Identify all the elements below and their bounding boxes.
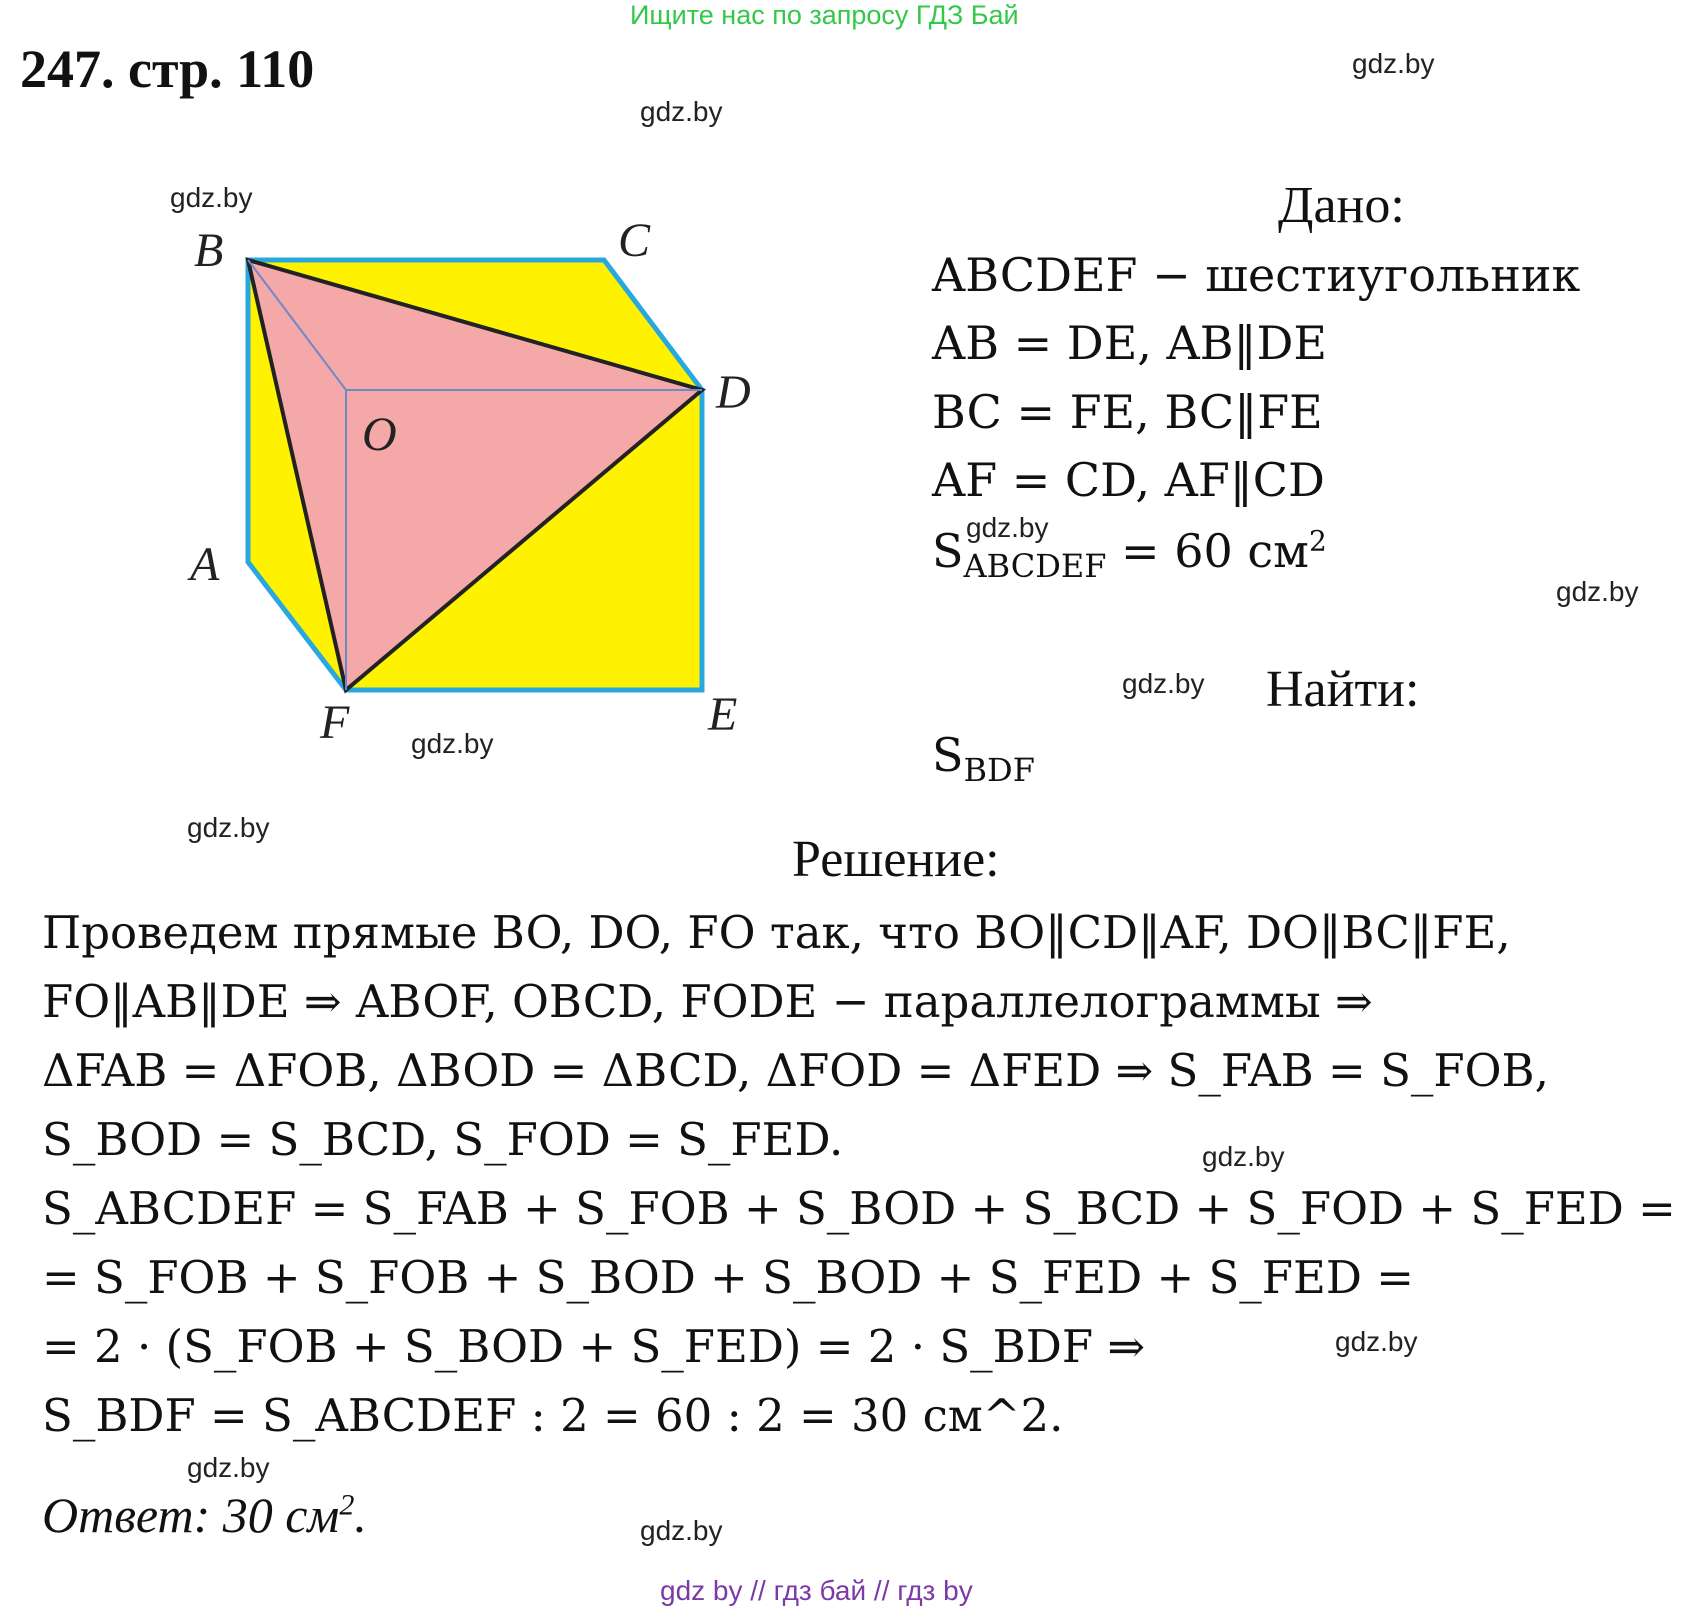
area-value: = 60 см: [1106, 524, 1309, 578]
area-symbol: S: [932, 524, 964, 578]
watermark: gdz.by: [640, 1515, 723, 1546]
solution-heading: Решение:: [792, 831, 1000, 888]
watermark: gdz.by: [1202, 1141, 1285, 1172]
solution-line: = 2 · (S_FOB + S_BOD + S_FED) = 2 · S_BDF ⇒: [42, 1320, 1146, 1373]
top-banner: Ищите нас по запросу ГДЗ Бай: [630, 0, 1019, 30]
watermark: gdz.by: [411, 728, 494, 759]
given-line: ABCDEF − шестиугольник: [932, 248, 1581, 302]
watermark: gdz.by: [966, 512, 1049, 543]
watermark: gdz.by: [1556, 576, 1639, 607]
solution-line: = S_FOB + S_FOB + S_BOD + S_BOD + S_FED + S_FED =: [42, 1251, 1414, 1304]
given-heading: Дано:: [1278, 177, 1405, 234]
find-heading: Найти:: [1266, 661, 1420, 718]
problem-title: 247. стр. 110: [20, 39, 315, 99]
watermark: gdz.by: [1352, 48, 1435, 79]
vertex-c: C: [618, 214, 651, 267]
given-line: AB = DE, AB‖DE: [932, 316, 1327, 370]
vertex-f: F: [320, 696, 350, 749]
find-target: [932, 728, 1035, 789]
answer-text: Ответ: 30 см: [42, 1487, 340, 1543]
watermark: gdz.by: [187, 812, 270, 843]
solution-line: Проведем прямые BO, DO, FO так, что BO‖CD‖AF, DO‖BC‖FE,: [42, 906, 1511, 959]
solution-line: FO‖AB‖DE ⇒ ABOF, OBCD, FODE − параллелограммы ⇒: [42, 975, 1373, 1028]
vertex-a: A: [190, 538, 220, 591]
watermark: gdz.by: [187, 1452, 270, 1483]
area-subscript: ABCDEF: [963, 547, 1107, 586]
watermark: gdz.by: [1335, 1326, 1418, 1357]
given-line: AF = CD, AF‖CD: [932, 453, 1325, 507]
solution-line: ΔFAB = ΔFOB, ΔBOD = ΔBCD, ΔFOD = ΔFED ⇒ S_FAB = S_FOB,: [42, 1044, 1549, 1097]
answer: [42, 1486, 367, 1544]
given-line: BC = FE, BC‖FE: [932, 385, 1323, 439]
hexagon-figure: [170, 200, 790, 780]
solution-line: S_BOD = S_BCD, S_FOD = S_FED.: [42, 1113, 844, 1166]
watermark: gdz.by: [640, 96, 723, 127]
vertex-o: O: [362, 408, 397, 461]
find-symbol: S: [932, 728, 964, 782]
find-subscript: BDF: [963, 751, 1035, 790]
vertex-b: B: [194, 224, 224, 277]
watermark: gdz.by: [170, 182, 253, 213]
solution-line: S_BDF = S_ABCDEF : 2 = 60 : 2 = 30 см^2.: [42, 1389, 1064, 1442]
footer-links: gdz by // гдз бай // гдз by: [660, 1575, 973, 1606]
answer-end: .: [354, 1487, 367, 1543]
area-exponent: 2: [1308, 524, 1327, 558]
vertex-d: D: [716, 366, 751, 419]
answer-exponent: 2: [339, 1488, 355, 1522]
watermark: gdz.by: [1122, 668, 1205, 699]
solution-line: S_ABCDEF = S_FAB + S_FOB + S_BOD + S_BCD + S_FOD + S_FED =: [42, 1182, 1676, 1235]
vertex-e: E: [708, 688, 738, 741]
